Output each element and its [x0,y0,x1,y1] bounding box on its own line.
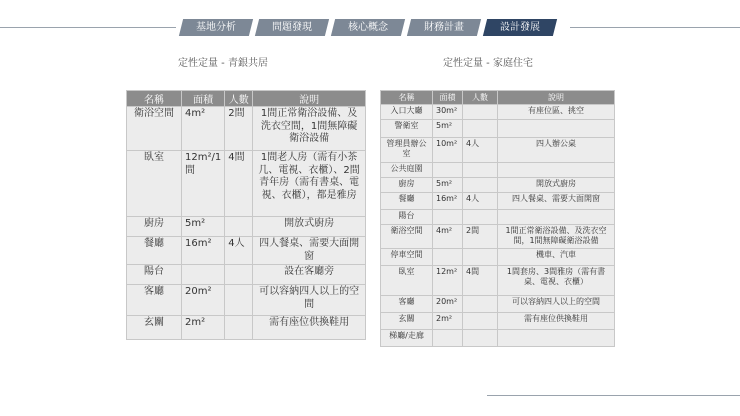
tab-site-analysis[interactable] [179,19,253,36]
tab-label: 核心概念 [348,22,388,33]
table-row [127,316,366,340]
cell-description: 需有座位供換鞋用 [253,316,366,340]
cell-area: 4m² [182,107,225,151]
left-program-table [126,90,366,340]
cell-people [463,105,498,120]
cell-description: 四人辦公桌 [498,138,615,163]
table-row [381,330,615,347]
header-rule-left [0,27,176,28]
table-row [381,105,615,120]
cell-area: 20m² [433,296,463,313]
left-table-body [127,107,366,340]
cell-name: 陽台 [381,210,433,225]
header-name: 名稱 [381,91,433,105]
table-header-row [127,91,366,107]
cell-people [463,120,498,138]
cell-name: 玄關 [381,313,433,330]
cell-description [498,163,615,178]
footer-rule [487,395,740,396]
left-subtitle: 定性定量 - 青銀共居 [178,58,268,69]
cell-people: 4間 [463,266,498,296]
cell-name: 廚房 [127,217,182,237]
cell-people [225,316,253,340]
cell-people [463,210,498,225]
cell-area [433,210,463,225]
header-name: 名稱 [127,91,182,107]
header-description: 說明 [253,91,366,107]
cell-name: 餐廳 [381,193,433,210]
cell-area: 5m² [433,120,463,138]
tab-financial-plan[interactable] [407,19,481,36]
cell-area: 10m² [433,138,463,163]
cell-description: 有座位區、挑空 [498,105,615,120]
table-row [381,210,615,225]
tab-core-concept[interactable] [331,19,405,36]
cell-description: 機車、汽車 [498,249,615,266]
table-row [381,178,615,193]
cell-description: 四人餐桌、需要大面開窗 [253,237,366,265]
cell-area: 16m² [433,193,463,210]
header-rule-right [570,27,740,28]
tab-label: 財務計畫 [424,22,464,33]
cell-name: 餐廳 [127,237,182,265]
cell-people [225,285,253,316]
cell-people: 2間 [463,225,498,249]
cell-description: 可以容納四人以上的空間 [498,296,615,313]
cell-area: 4m² [433,225,463,249]
tab-label: 問題發現 [272,22,312,33]
table-row [127,151,366,217]
header-description: 說明 [498,91,615,105]
table-row [127,265,366,285]
cell-description: 四人餐桌、需要大面開窗 [498,193,615,210]
cell-name: 客廳 [381,296,433,313]
cell-name: 警衛室 [381,120,433,138]
cell-description: 開放式廚房 [253,217,366,237]
header-people: 人數 [225,91,253,107]
table-row [381,163,615,178]
cell-description: 設在客廳旁 [253,265,366,285]
cell-area [433,163,463,178]
table-row [381,120,615,138]
cell-name: 衛浴空間 [127,107,182,151]
cell-name: 玄關 [127,316,182,340]
cell-people: 4人 [225,237,253,265]
table-row [381,193,615,210]
table-row [127,217,366,237]
table-row [127,285,366,316]
tab-label: 設計發展 [500,22,540,33]
cell-name: 臥室 [127,151,182,217]
cell-area: 2m² [182,316,225,340]
cell-people: 4人 [463,138,498,163]
cell-people [463,296,498,313]
tab-design-development[interactable] [483,19,557,36]
cell-area [433,249,463,266]
cell-name: 陽台 [127,265,182,285]
cell-description [498,210,615,225]
right-program-table [380,90,615,347]
table-row [381,266,615,296]
cell-people: 4間 [225,151,253,217]
cell-people [463,330,498,347]
table-row [381,313,615,330]
cell-description [498,120,615,138]
table-row [127,237,366,265]
table-row [381,138,615,163]
cell-description: 需有座位供換鞋用 [498,313,615,330]
tab-label: 基地分析 [196,22,236,33]
cell-area: 5m² [433,178,463,193]
cell-name: 公共庭園 [381,163,433,178]
cell-name: 入口大廳 [381,105,433,120]
cell-name: 管理員辦公室 [381,138,433,163]
header-people: 人數 [463,91,498,105]
right-table-body [381,105,615,347]
cell-area: 2m² [433,313,463,330]
cell-people [463,313,498,330]
cell-people [463,249,498,266]
cell-name: 廚房 [381,178,433,193]
cell-description: 開放式廚房 [498,178,615,193]
cell-description [498,330,615,347]
tab-problem-discovery[interactable] [255,19,329,36]
cell-people [463,163,498,178]
cell-area: 12m² [433,266,463,296]
cell-area: 20m² [182,285,225,316]
cell-people: 2間 [225,107,253,151]
cell-name: 梯廳/走廊 [381,330,433,347]
table-row [381,225,615,249]
table-row [381,249,615,266]
cell-area: 5m² [182,217,225,237]
section-tabs [181,19,555,36]
table-row [127,107,366,151]
header-area: 面積 [182,91,225,107]
cell-description: 1間套房、3間雅房（需有書桌、電視、衣櫃） [498,266,615,296]
cell-name: 衛浴空間 [381,225,433,249]
header-area: 面積 [433,91,463,105]
cell-name: 臥室 [381,266,433,296]
cell-name: 停車空間 [381,249,433,266]
cell-people [463,178,498,193]
cell-description: 1間老人房（需有小茶几、電視、衣櫃）、2間青年房（需有書桌、電視、衣櫃），都是雅房 [253,151,366,217]
cell-area [433,330,463,347]
table-row [381,296,615,313]
cell-area: 12m²/1間 [182,151,225,217]
right-subtitle: 定性定量 - 家庭住宅 [443,58,533,69]
cell-people [225,265,253,285]
cell-area: 16m² [182,237,225,265]
cell-people [225,217,253,237]
cell-people: 4人 [463,193,498,210]
table-header-row [381,91,615,105]
cell-description: 1間正常衛浴設備、及洗衣空間，1間無障礙衛浴設備 [498,225,615,249]
cell-name: 客廳 [127,285,182,316]
cell-area: 30m² [433,105,463,120]
cell-description: 1間正常衛浴設備、及洗衣空間，1間無障礙衛浴設備 [253,107,366,151]
cell-description: 可以容納四人以上的空間 [253,285,366,316]
cell-area [182,265,225,285]
